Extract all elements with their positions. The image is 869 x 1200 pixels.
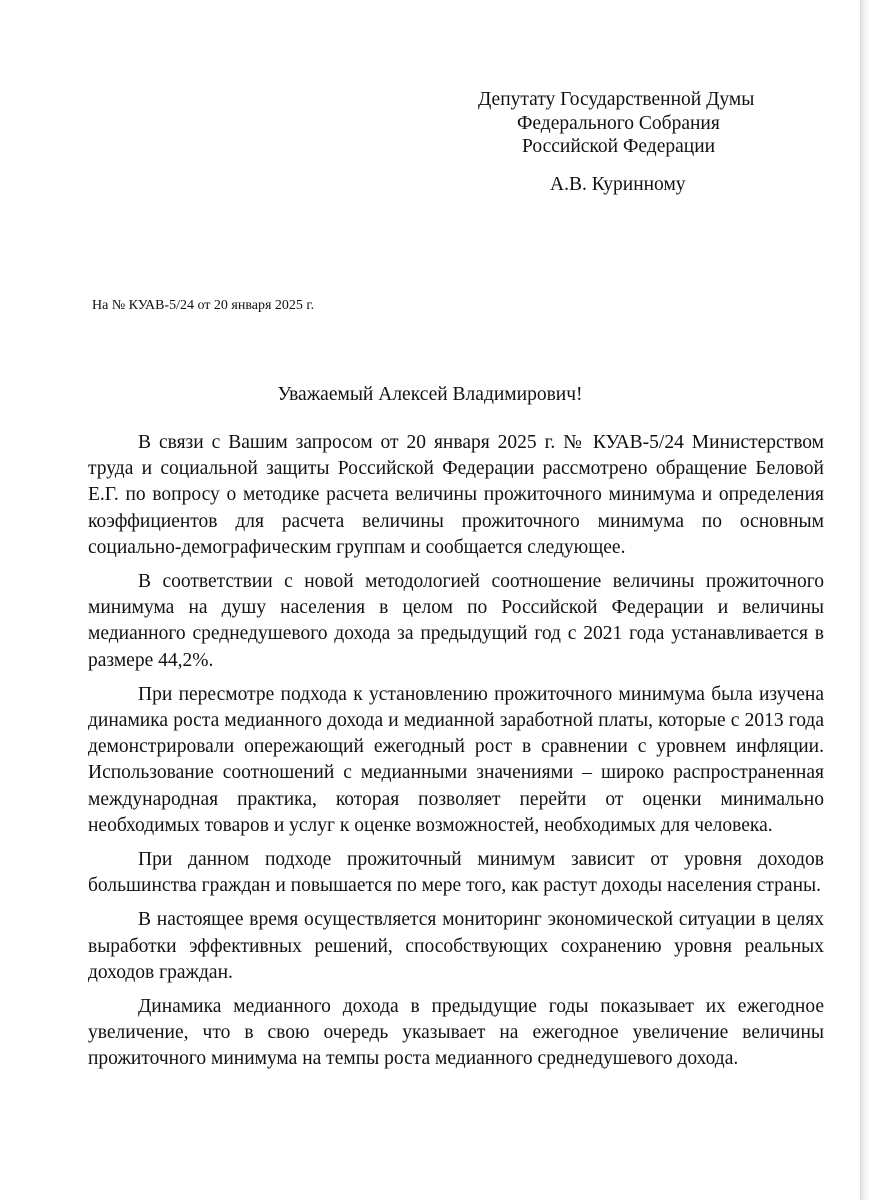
page-edge-shadow <box>860 0 869 1200</box>
paragraph-5: В настоящее время осуществляется мониторинг экономической ситуации в целях выработки эффективных решений, способствующих сохранению уровня реальных доходов граждан. <box>88 909 824 983</box>
paragraph-1: В связи с Вашим запросом от 20 января 2025 г. № КУАВ-5/24 Министерством труда и социальной защиты Российской Федерации рассмотрено обращение Беловой Е.Г. по вопросу о методике расчета величины прожиточного минимума и определения коэффициентов для расчета величины прожиточного минимума по основным социально-демографическим группам и сообщается следующее. <box>88 432 824 558</box>
addressee-line-3: Российской Федерации <box>522 136 716 157</box>
paragraph-2: В соответствии с новой методологией соотношение величины прожиточного минимума на душу населения в целом по Российской Федерации и величины медианного среднедушевого дохода за предыдущий год с 2021 года устанавливается в размере 44,2%. <box>88 571 824 671</box>
addressee-line-2: Федерального Собрания <box>517 112 720 134</box>
reference-number: На № КУАВ-5/24 от 20 января 2025 г. <box>92 298 315 313</box>
addressee-name: А.В. Куринному <box>550 173 686 195</box>
salutation: Уважаемый Алексей Владимирович! <box>277 384 583 405</box>
addressee-block <box>440 88 810 196</box>
paragraph-3: При пересмотре подхода к установлению прожиточного минимума была изучена динамика роста медианного дохода и медианной заработной платы, которые с 2013 года демонстрировали опережающий ежегодный рост в сравнении с уровнем инфляции. Использование соотношений с медианными значениями – широко распространенная международная практика, которая позволяет перейти от оценки минимально необходимых товаров и услуг к оценке возможностей, необходимых для человека. <box>88 683 824 836</box>
paragraph-6: Динамика медианного дохода в предыдущие годы показывает их ежегодное увеличение, что в свою очередь указывает на ежегодное увеличение величины прожиточного минимума на темпы роста медианного среднедушевого дохода. <box>88 996 824 1070</box>
paragraph-4: При данном подходе прожиточный минимум зависит от уровня доходов большинства граждан и повышается по мере того, как растут доходы населения страны. <box>88 849 824 897</box>
addressee-line-1: Депутату Государственной Думы <box>478 89 755 110</box>
letter-body <box>88 430 824 1081</box>
